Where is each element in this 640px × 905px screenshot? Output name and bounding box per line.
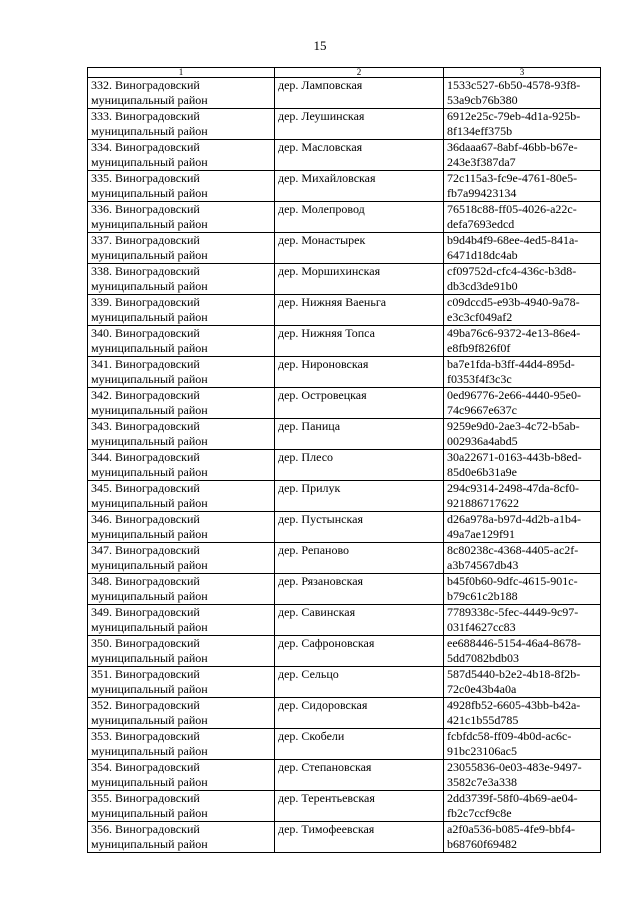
settlement-cell: дер. Михайловская <box>275 171 444 202</box>
page-number: 15 <box>313 38 327 53</box>
code-cell: cf09752d-cfc4-436c-b3d8-db3cd3de91b0 <box>444 264 601 295</box>
table-row <box>88 233 601 264</box>
table-row <box>88 450 601 481</box>
settlement-cell: дер. Сельцо <box>275 667 444 698</box>
code-cell: 49ba76c6-9372-4e13-86e4-e8fb9f826f0f <box>444 326 601 357</box>
code-cell: 23055836-0e03-483e-9497-3582c7e3a338 <box>444 760 601 791</box>
district-cell: 353. Виноградовский муниципальный район <box>88 729 275 760</box>
table-row <box>88 760 601 791</box>
code-cell: 8c80238c-4368-4405-ac2f-a3b74567db43 <box>444 543 601 574</box>
district-cell: 342. Виноградовский муниципальный район <box>88 388 275 419</box>
district-cell: 340. Виноградовский муниципальный район <box>88 326 275 357</box>
district-cell: 334. Виноградовский муниципальный район <box>88 140 275 171</box>
district-cell: 339. Виноградовский муниципальный район <box>88 295 275 326</box>
code-cell: b9d4b4f9-68ee-4ed5-841a-6471d18dc4ab <box>444 233 601 264</box>
district-cell: 350. Виноградовский муниципальный район <box>88 636 275 667</box>
settlement-cell: дер. Островецкая <box>275 388 444 419</box>
settlements-table <box>87 67 601 853</box>
settlement-cell: дер. Моршихинская <box>275 264 444 295</box>
settlement-cell: дер. Нижняя Топса <box>275 326 444 357</box>
district-cell: 351. Виноградовский муниципальный район <box>88 667 275 698</box>
settlement-cell: дер. Паница <box>275 419 444 450</box>
code-cell: 7789338c-5fec-4449-9c97-031f4627cc83 <box>444 605 601 636</box>
settlement-cell: дер. Монастырек <box>275 233 444 264</box>
table-row <box>88 419 601 450</box>
table-row <box>88 78 601 109</box>
column-header-3: 3 <box>444 68 601 78</box>
settlement-cell: дер. Терентьевская <box>275 791 444 822</box>
code-cell: a2f0a536-b085-4fe9-bbf4-b68760f69482 <box>444 822 601 853</box>
district-cell: 345. Виноградовский муниципальный район <box>88 481 275 512</box>
code-cell: 587d5440-b2e2-4b18-8f2b-72c0e43b4a0a <box>444 667 601 698</box>
settlement-cell: дер. Скобели <box>275 729 444 760</box>
district-cell: 356. Виноградовский муниципальный район <box>88 822 275 853</box>
table-row <box>88 326 601 357</box>
district-cell: 344. Виноградовский муниципальный район <box>88 450 275 481</box>
table-row <box>88 822 601 853</box>
settlement-cell: дер. Пустынская <box>275 512 444 543</box>
settlement-cell: дер. Масловская <box>275 140 444 171</box>
column-header-2: 2 <box>275 68 444 78</box>
district-cell: 343. Виноградовский муниципальный район <box>88 419 275 450</box>
table-row <box>88 357 601 388</box>
code-cell: 6912e25c-79eb-4d1a-925b-8f134eff375b <box>444 109 601 140</box>
settlement-cell: дер. Ламповская <box>275 78 444 109</box>
code-cell: c09dccd5-e93b-4940-9a78-e3c3cf049af2 <box>444 295 601 326</box>
district-cell: 335. Виноградовский муниципальный район <box>88 171 275 202</box>
table-row <box>88 698 601 729</box>
settlement-cell: дер. Сафроновская <box>275 636 444 667</box>
code-cell: 2dd3739f-58f0-4b69-ae04-fb2c7ccf9c8e <box>444 791 601 822</box>
column-header-1: 1 <box>88 68 275 78</box>
table-row <box>88 667 601 698</box>
settlement-cell: дер. Репаново <box>275 543 444 574</box>
district-cell: 341. Виноградовский муниципальный район <box>88 357 275 388</box>
district-cell: 354. Виноградовский муниципальный район <box>88 760 275 791</box>
table-row <box>88 729 601 760</box>
code-cell: ee688446-5154-46a4-8678-5dd7082bdb03 <box>444 636 601 667</box>
table-row <box>88 605 601 636</box>
settlement-cell: дер. Тимофеевская <box>275 822 444 853</box>
settlement-cell: дер. Нироновская <box>275 357 444 388</box>
code-cell: 72c115a3-fc9e-4761-80e5-fb7a99423134 <box>444 171 601 202</box>
table-row <box>88 543 601 574</box>
code-cell: 30a22671-0163-443b-b8ed-85d0e6b31a9e <box>444 450 601 481</box>
table-row <box>88 202 601 233</box>
code-cell: d26a978a-b97d-4d2b-a1b4-49a7ae129f91 <box>444 512 601 543</box>
table-header-row <box>88 68 601 78</box>
table-row <box>88 512 601 543</box>
code-cell: 4928fb52-6605-43bb-b42a-421c1b55d785 <box>444 698 601 729</box>
settlement-cell: дер. Нижняя Ваеньга <box>275 295 444 326</box>
table-row <box>88 140 601 171</box>
code-cell: 294c9314-2498-47da-8cf0-921886717622 <box>444 481 601 512</box>
code-cell: fcbfdc58-ff09-4b0d-ac6c-91bc23106ac5 <box>444 729 601 760</box>
settlement-cell: дер. Молепровод <box>275 202 444 233</box>
table-row <box>88 171 601 202</box>
district-cell: 349. Виноградовский муниципальный район <box>88 605 275 636</box>
settlement-cell: дер. Степановская <box>275 760 444 791</box>
code-cell: b45f0b60-9dfc-4615-901c-b79c61c2b188 <box>444 574 601 605</box>
district-cell: 352. Виноградовский муниципальный район <box>88 698 275 729</box>
district-cell: 333. Виноградовский муниципальный район <box>88 109 275 140</box>
district-cell: 347. Виноградовский муниципальный район <box>88 543 275 574</box>
settlement-cell: дер. Сидоровская <box>275 698 444 729</box>
settlement-cell: дер. Леушинская <box>275 109 444 140</box>
district-cell: 337. Виноградовский муниципальный район <box>88 233 275 264</box>
table-row <box>88 264 601 295</box>
table-row <box>88 109 601 140</box>
table-row <box>88 574 601 605</box>
district-cell: 336. Виноградовский муниципальный район <box>88 202 275 233</box>
code-cell: 9259e9d0-2ae3-4c72-b5ab-002936a4abd5 <box>444 419 601 450</box>
table-row <box>88 295 601 326</box>
code-cell: 36daaa67-8abf-46bb-b67e-243e3f387da7 <box>444 140 601 171</box>
table-row <box>88 481 601 512</box>
table-row <box>88 388 601 419</box>
code-cell: 76518c88-ff05-4026-a22c-defa7693edcd <box>444 202 601 233</box>
settlement-cell: дер. Рязановская <box>275 574 444 605</box>
code-cell: ba7e1fda-b3ff-44d4-895d-f0353f4f3c3c <box>444 357 601 388</box>
district-cell: 346. Виноградовский муниципальный район <box>88 512 275 543</box>
district-cell: 332. Виноградовский муниципальный район <box>88 78 275 109</box>
code-cell: 1533c527-6b50-4578-93f8-53a9cb76b380 <box>444 78 601 109</box>
table-row <box>88 791 601 822</box>
settlement-cell: дер. Плесо <box>275 450 444 481</box>
settlement-cell: дер. Савинская <box>275 605 444 636</box>
district-cell: 355. Виноградовский муниципальный район <box>88 791 275 822</box>
table-row <box>88 636 601 667</box>
settlement-cell: дер. Прилук <box>275 481 444 512</box>
district-cell: 348. Виноградовский муниципальный район <box>88 574 275 605</box>
code-cell: 0ed96776-2e66-4440-95e0-74c9667e637c <box>444 388 601 419</box>
district-cell: 338. Виноградовский муниципальный район <box>88 264 275 295</box>
